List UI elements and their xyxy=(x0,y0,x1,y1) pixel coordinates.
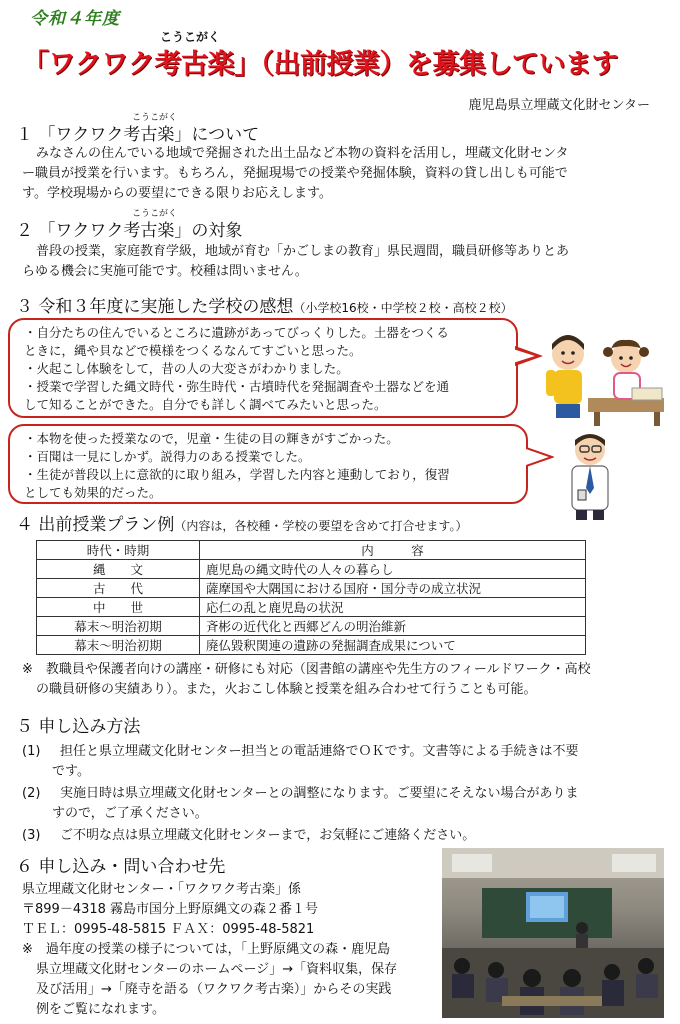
student-comment-line: ・授業で学習した縄文時代・弥生時代・古墳時代を発掘調査や土器などを通 xyxy=(24,379,450,394)
section2-line: 普段の授業，家庭教育学級，地域が育む「かごしまの教育」県民週間，職員研修等ありとあ xyxy=(36,244,570,259)
page-title: 「ワクワク考古楽」（出前授業）を募集しています xyxy=(22,49,618,80)
section3-subheading: （小学校16校・中学校２校・高校２校） xyxy=(293,301,513,315)
contact-line: 〒899－4318 霧島市国分上野原縄文の森２番１号 xyxy=(22,902,319,917)
classroom-photo-drawing xyxy=(442,848,664,1018)
section1-line: ー職員が授業を行います。もちろん，発掘現場での授業や発掘体験，資料の貸し出しも可能で xyxy=(22,166,568,181)
table-cell-content: 鹿児島の縄文時代の人々の暮らし xyxy=(200,560,586,579)
list-item-number: (3) xyxy=(22,828,41,843)
section6-note-line: ※ 過年度の授業の様子については，「上野原縄文の森・鹿児島 xyxy=(22,942,391,957)
list-item-line: 実施日時は県立埋蔵文化財センターとの調整になります。ご要望にそえない場合がありま xyxy=(60,786,579,801)
section4-note-line: ※ 教職員や保護者向けの講座・研修にも対応（図書館の講座や先生方のフィールドワーク・高校 xyxy=(22,662,591,677)
table-cell-era: 幕末～明治初期 xyxy=(37,636,200,655)
student-comment-line: ときに，縄や貝などで模様をつくるなんてすごいと思った。 xyxy=(24,343,362,358)
year-label: 令和４年度 xyxy=(30,9,120,29)
table-cell-content: 応仁の乱と鹿児島の状況 xyxy=(200,598,586,617)
section2-heading: ２ 「ワクワク考古楽」の対象 xyxy=(16,221,243,241)
table-header-row xyxy=(37,541,586,560)
list-item-text xyxy=(52,742,578,782)
contact-line: 県立埋蔵文化財センター・「ワクワク考古楽」係 xyxy=(22,882,301,897)
list-item xyxy=(22,742,672,782)
table-row xyxy=(37,560,586,579)
plan-table xyxy=(36,540,586,655)
list-item xyxy=(22,826,672,846)
bubble-tail xyxy=(526,446,554,468)
list-item-number: (2) xyxy=(22,786,41,801)
list-item-number: (1) xyxy=(22,744,41,759)
section1-body xyxy=(22,144,662,204)
section2-line: らゆる機会に実施可能です。校種は問いません。 xyxy=(22,264,308,279)
table-cell-era: 縄 文 xyxy=(37,560,200,579)
contact-block xyxy=(22,880,442,1020)
student-comments-bubble xyxy=(8,318,518,418)
section4-note xyxy=(22,660,672,700)
teacher-comment-line: ・本物を使った授業なので，児童・生徒の目の輝きがすごかった。 xyxy=(24,431,399,446)
section6-heading: ６ 申し込み・問い合わせ先 xyxy=(16,857,226,877)
section4-heading xyxy=(16,510,467,535)
section1-line: みなさんの住んでいる地域で発掘された出土品など本物の資料を活用し，埋蔵文化財センタ xyxy=(36,146,569,161)
list-item-line: 担任と県立埋蔵文化財センター担当との電話連絡でＯＫです。文書等による手続きは不要 xyxy=(60,744,579,759)
teacher-comment-line: としても効果的だった。 xyxy=(24,485,162,500)
list-item-line: です。 xyxy=(52,764,90,779)
student-comment-line: ・火起こし体験をして，昔の人の大変さがわかりました。 xyxy=(24,361,349,376)
list-item-text xyxy=(52,784,578,824)
section1-line: す。学校現場からの要望にできる限りお応えします。 xyxy=(22,186,332,201)
contact-line: ＴＥＬ：0995-48-5815 ＦＡＸ：0995-48-5821 xyxy=(22,922,315,937)
list-item xyxy=(22,784,672,824)
table-row xyxy=(37,636,586,655)
section1-heading: １ 「ワクワク考古楽」について xyxy=(16,125,260,145)
classroom-photo xyxy=(442,848,664,1018)
teacher-comment-line: ・百聞は一見にしかず。説得力のある授業でした。 xyxy=(24,449,311,464)
section4-heading-text: ４ 出前授業プラン例 xyxy=(16,515,175,535)
teacher-illustration xyxy=(556,428,626,520)
table-header-era: 時代・時期 xyxy=(37,541,200,560)
student-comment-line: ・自分たちの住んでいるところに遺跡があってびっくりした。土器をつくる xyxy=(24,325,449,340)
section2-body xyxy=(22,242,662,282)
teacher-comments-bubble xyxy=(8,424,528,504)
students-illustration xyxy=(528,318,668,426)
table-cell-content: 薩摩国や大隅国における国府・国分寺の成立状況 xyxy=(200,579,586,598)
section2-ruby: こうこがく xyxy=(132,209,178,219)
section5-list xyxy=(22,742,672,846)
student-comment-line: して知ることができた。自分でも詳しく調べてみたいと思った。 xyxy=(24,397,387,412)
table-cell-content: 斉彬の近代化と西郷どんの明治維新 xyxy=(200,617,586,636)
table-cell-era: 中 世 xyxy=(37,598,200,617)
list-item-line: ご不明な点は県立埋蔵文化財センターまで，お気軽にご連絡ください。 xyxy=(60,828,476,843)
table-cell-content: 廃仏毀釈関連の遺跡の発掘調査成果について xyxy=(200,636,586,655)
title-ruby: こうこがく xyxy=(160,30,221,44)
table-row xyxy=(37,579,586,598)
table-header-content: 内 容 xyxy=(200,541,586,560)
section6-note-line: 県立埋蔵文化財センターのホームページ」→「資料収集，保存 xyxy=(36,962,398,977)
list-item-line: すので，ご了承ください。 xyxy=(52,806,208,821)
section1-ruby: こうこがく xyxy=(132,113,178,123)
section6-note-line: 及び活用」→「廃寺を語る（ワクワク考古楽）」からその実践 xyxy=(36,982,392,997)
table-cell-era: 古 代 xyxy=(37,579,200,598)
organization-name: 鹿児島県立埋蔵文化財センター xyxy=(468,98,650,113)
table-row xyxy=(37,598,586,617)
section6-note-line: 例をご覧になれます。 xyxy=(36,1002,165,1017)
teacher-comment-line: ・生徒が普段以上に意欲的に取り組み，学習した内容と連動しており，復習 xyxy=(24,467,450,482)
section3-heading xyxy=(16,292,513,317)
section3-heading-text: ３ 令和３年度に実施した学校の感想 xyxy=(16,297,294,317)
section4-subheading: （内容は，各校種・学校の要望を含めて打合せます。） xyxy=(174,519,468,533)
section5-heading: ５ 申し込み方法 xyxy=(16,717,141,737)
table-cell-era: 幕末～明治初期 xyxy=(37,617,200,636)
table-row xyxy=(37,617,586,636)
section4-note-line: の職員研修の実績あり）。また，火おこし体験と授業を組み合わせて行うことも可能。 xyxy=(36,682,537,697)
